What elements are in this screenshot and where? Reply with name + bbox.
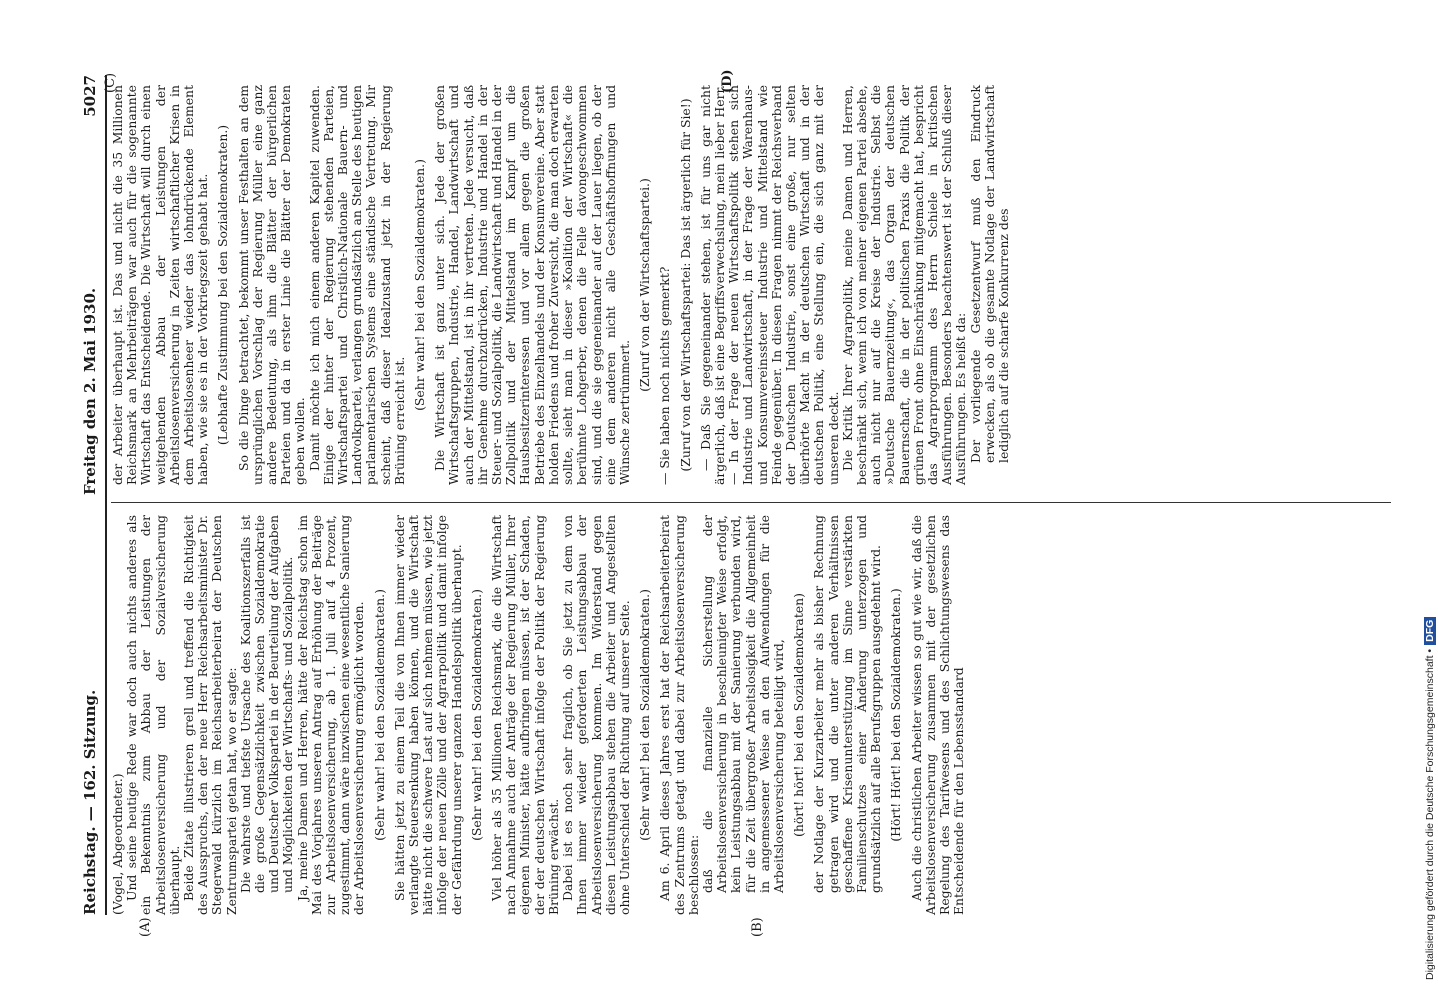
column-left — [110, 515, 967, 937]
header-rule — [105, 75, 107, 915]
interjection: (hört! hört! bei den Sozialdemokraten) — [791, 593, 807, 837]
paragraph: (Vogel, Abgeordneter.) — [110, 773, 125, 915]
quotation: daß die finanzielle Sicherstellung der Arbeitslosenversicherung in beschleunigter Weise erfolgt, kein Leistungsabbau mit der Sanierung verbunden wird, für die Zeit übergroßer Arbeitslosigkeit die Allgemeinheit in angemessener Weise an den Aufwendungen für die Arbeitslosenversicherung beteiligt wird, — [699, 515, 786, 893]
column-left-text — [111, 515, 966, 915]
paragraph: Ja, meine Damen und Herren, hätte der Reichstag schon im Mai des Vorjahres unseren Antrag auf Erhöhung der Beiträge zur Arbeitslosenversicherung, ab 1. Juli auf 4 Prozent, zugestimmt, dann wäre inzwischen eine wesentliche Sanierung der Arbeitslosenversicherung ermöglicht worden. — [294, 515, 367, 915]
paragraph: Beide Zitate illustrieren grell und treffend die Richtigkeit des Ausspruchs, den der neue Herr Reichsarbeitsminister Dr. Stegerwald kürzlich im Reichsarbeiterbeirat der Deutschen Zentrumspartei getan hat, wo er sagte: — [181, 515, 239, 915]
interjection: (Zuruf von der Wirtschaftspartei: Das ist ärgerlich für Sie!) — [677, 98, 693, 472]
paragraph: — Sie haben noch nichts gemerkt? — [657, 266, 673, 485]
paragraph: der Arbeiter überhaupt ist. Das und nicht die 35 Millionen Reichsmark an Mehrbeiträgen war auch für die sogenannte Wirtschaft das Entscheidende. Die Wirtschaft will durch einen weitgehenden Abbau der Leistungen der Arbeitslosenversicherung in Zeiten wirtschaftlicher Krisen in dem Arbeitslosenheer wieder das lohndrückende Element haben, wie sie es in der Vorkriegszeit gehabt hat. — [110, 85, 211, 485]
dfg-logo-badge: DFG — [1424, 617, 1436, 645]
column-right-text — [111, 85, 1011, 485]
header-left: Reichstag. — 162. Sitzung. — [81, 689, 99, 915]
paragraph: Die Wirtschaft ist ganz unter sich. Jede der großen Wirtschaftsgruppen, Industrie, Handel, Landwirtschaft und auch der Mittelstand, ist in ihr vertreten. Jede versucht, daß ihr Genehme durchzudrücken, Industrie und Handel in der Steuer- und Sozialpolitik, die Landwirtschaft und Handel in der Zollpolitik und der Mittelstand im Kampf um die Hausbesitzerinteressen und vor allem gegen die großen Betriebe des Einzelhandels und der Konsumvereine. Aber statt holden Friedens und froher Zuversicht, die man doch erwarten sollte, sieht man in dieser »Koalition der Wirtschaft« die berühmte Lohgerber, denen die Felle davongeschwommen sind, und die sie gegeneinander auf der Lauer liegen, ob der eine dem anderen nicht alle Geschäftshoffnungen und Wünsche zertrümmert. — [432, 85, 632, 485]
digitization-credit — [1424, 20, 1438, 980]
interjection: (Lebhafte Zustimmung bei den Sozialdemokraten.) — [215, 124, 231, 446]
margin-marker-b: (B) — [750, 917, 765, 937]
margin-marker-a: (A) — [138, 917, 153, 937]
margin-marker-c: (C) — [103, 72, 118, 93]
paragraph: Dabei ist es noch sehr fraglich, ob Sie jetzt zu dem von Ihnen immer wieder geforderten Leistungsabbau der Arbeitslosenversicherung kommen. Im Widerstand gegen diesen Leistungsabbau stehen die Arbeiter und Angestellten ohne Unterschied der Richtung auf unserer Seite. — [560, 515, 632, 915]
interjection: (Zuruf von der Wirtschaftspartei.) — [637, 178, 653, 392]
paragraph: Damit möchte ich mich einem anderen Kapitel zuwenden. Einige der hinter der Regierung stehenden Parteien, Wirtschaftspartei und Christlich-Nationale Bauern- und Landvolkpartei, verlangen grundsätzlich an Stelle des heutigen parlamentarischen Systems eine ständische Vertretung. Mir scheint, daß dieser Idealzustand jetzt in der Regierung Brüning erreicht ist. — [306, 85, 407, 485]
paragraph: So die Dinge betrachtet, bekommt unser Festhalten an dem ursprünglichen Vorschlag der Regierung Müller eine ganz andere Bedeutung, als ihm die Blätter der bürgerlichen Parteien und da in erster Linie die Blätter der Demokraten geben wollen. — [235, 85, 308, 485]
quotation: der Notlage der Kurzarbeiter mehr als bisher Rechnung getragen wird und die unter anderen Verhältnissen geschaffene Krisenunterstützung im Sinne verstärkten Familienschutzes einer Änderung unterzogen und grundsätzlich auf alle Berufsgruppen ausgedehnt wird. — [811, 515, 884, 893]
interjection: (Hört! Hört! bei den Sozialdemokraten.) — [888, 588, 904, 842]
paragraph: Viel höher als 35 Millionen Reichsmark, die die Wirtschaft nach Annahme auch der Anträge der Regierung Müller, Ihrer eigenen Minister, hätte aufbringen müssen, ist der Schaden, der der deutschen Wirtschaft infolge der Politik der Regierung Brüning erwächst. — [489, 515, 561, 915]
column-right — [111, 85, 1011, 485]
credit-text: Digitalisierung gefördert durch die Deutsche Forschungsgemeinschaft • — [1424, 648, 1436, 980]
paragraph: Auch die christlichen Arbeiter wissen so gut wie wir, daß die Arbeitslosenversicherung zusammen mit der gesetzlichen Regelung des Tarifwesens und des Schlichtungswesens das Entscheidende für den Lebensstandard — [908, 515, 967, 915]
page-header — [81, 75, 107, 915]
paragraph: — Daß Sie gegeneinander stehen, ist für uns gar nicht ärgerlich, daß ist eine Begriffsverwechslung, mein lieber Herr. — In der Frage der neuen Wirtschaftspolitik stehen sich Industrie und Landwirtschaft, in der Frage der Warenhaus- und Konsumvereinssteuer Industrie und Mittelstand wie Feinde gegenüber. In diesen Fragen nimmt der Reichsverband der Deutschen Industrie, sonst eine große, nur selten überhörte Macht in der deutschen Wirtschaft und in der deutschen Politik, eine Stellung ein, die sich ganz mit der unseren deckt. — [697, 85, 841, 485]
paragraph: Und seine heutige Rede war doch auch nichts anderes als ein Bekenntnis zum Abbau der Leistungen der Arbeitslosenversicherung und der Sozialversicherung überhaupt. — [124, 515, 182, 915]
quotation: Der vorliegende Gesetzentwurf muß den Eindruck erwecken, als ob die gesamte Notlage der Landwirtschaft lediglich auf die scharfe Konkurrenz des — [967, 85, 1011, 463]
column-divider — [111, 502, 1391, 503]
rotated-page — [75, 55, 1405, 935]
paragraph: Am 6. April dieses Jahres erst hat der Reichsarbeiterbeirat des Zentrums getagt und dabei zur Arbeitslosenversicherung beschlossen: — [657, 515, 701, 915]
interjection: (Sehr wahr! bei den Sozialdemokraten.) — [412, 159, 428, 411]
interjection: (Sehr wahr! bei den Sozialdemokraten.) — [371, 589, 387, 841]
quotation: Die wahrste und tiefste Ursache des Koalitionszerfalls ist die große Gegensätzlichkeit zwischen Sozialdemokratie und Deutscher Volkspartei in der Beurteilung der Aufgaben und Möglichkeiten der Wirtschafts- und Sozialpolitik. — [237, 515, 296, 893]
interjection: (Sehr wahr! bei den Sozialdemokraten.) — [637, 589, 653, 841]
margin-marker-d: (D) — [720, 69, 735, 93]
paragraph: Sie hätten jetzt zu einem Teil die von Ihnen immer wieder verlangte Steuersenkung haben können, und die Wirtschaft hätte nicht die schwere Last auf sich nehmen müssen, wie jetzt infolge der neuen Zölle und der Agrarpolitik und damit infolge der Gefährdung unserer ganzen Handelspolitik überhaupt. — [391, 515, 464, 915]
page-number: 5027 — [81, 75, 99, 117]
interjection: (Sehr wahr! bei den Sozialdemokraten.) — [468, 589, 484, 841]
header-date: Freitag den 2. Mai 1930. — [81, 287, 99, 495]
paragraph: Die Kritik Ihrer Agrarpolitik, meine Damen und Herren, beschränkt sich, wenn ich von meiner eigenen Partei absehe, auch nicht nur auf die Kreise der Industrie. Selbst die »Deutsche Bauernzeitung«, das Organ der deutschen Bauernschaft, die in der politischen Praxis die Politik der grünen Front ohne Einschränkung mitgemacht hat, bespricht das Agrarprogramm des Herrn Schiele in kritischen Ausführungen. Besonders beachtenswert ist der Schluß dieser Ausführungen. Es heißt da: — [839, 85, 969, 485]
